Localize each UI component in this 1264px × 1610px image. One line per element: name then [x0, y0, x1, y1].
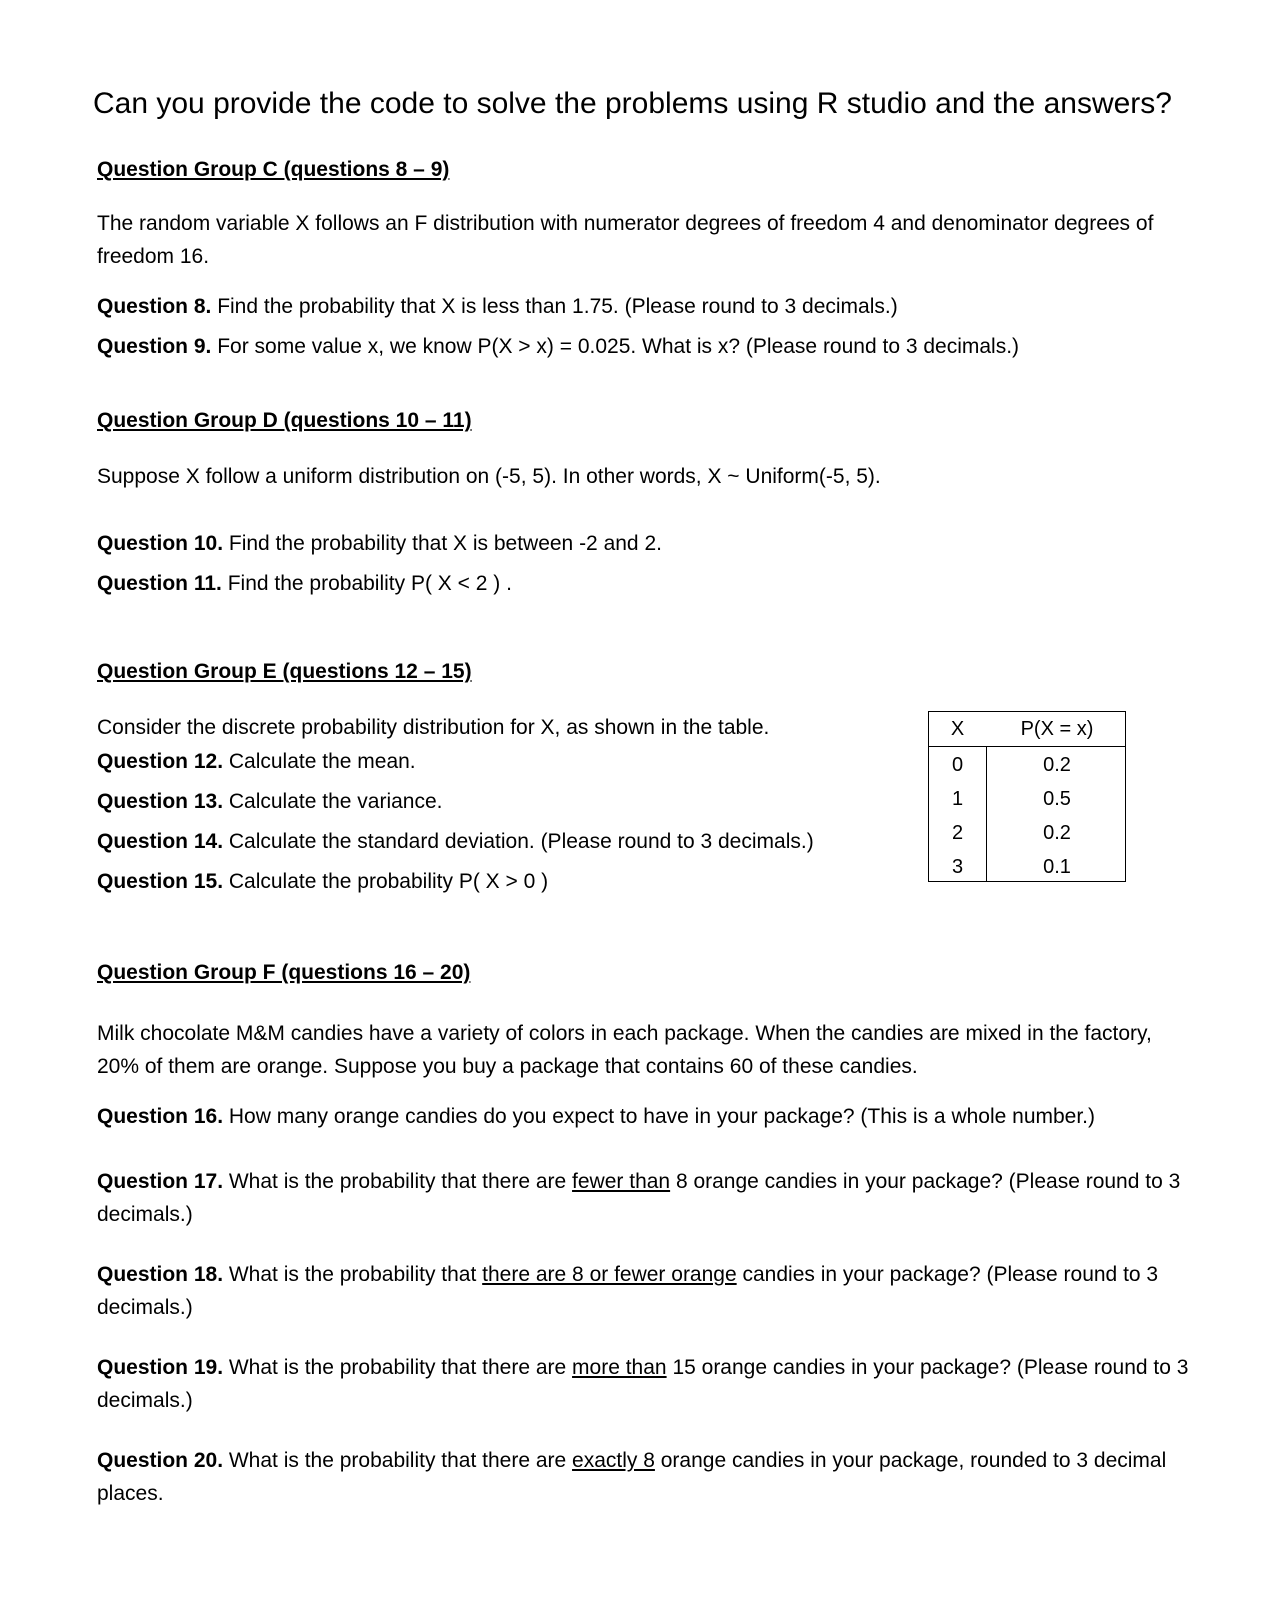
question-9-text: For some value x, we know P(X > x) = 0.025. What is x? (Please round to 3 decimals.) [211, 335, 1020, 358]
question-8 [97, 295, 898, 319]
question-14-label: Question 14. [97, 830, 224, 853]
question-20-text: What is the probability that there are [223, 1449, 573, 1472]
table-header-p: P(X = x) [1020, 718, 1094, 740]
question-20 [97, 1444, 1212, 1510]
group-e-intro: Consider the discrete probability distribution for X, as shown in the table. [97, 716, 770, 739]
question-11-text: Find the probability P( X < 2 ) . [221, 572, 512, 595]
table-header-divider [929, 746, 1125, 747]
group-d-intro: Suppose X follow a uniform distribution on (-5, 5). In other words, X ~ Uniform(-5, 5). [97, 465, 881, 488]
question-20-text-end: orange candies in your package, rounded to 3 decimal places. [97, 1449, 1167, 1505]
group-c-heading: Question Group C (questions 8 – 9) [97, 158, 450, 181]
question-8-label: Question 8. [97, 295, 212, 318]
question-19-emphasis: more than [572, 1356, 667, 1379]
group-e-heading: Question Group E (questions 12 – 15) [97, 660, 472, 683]
group-f-intro: Milk chocolate M&M candies have a variety of colors in each package. When the candies are mixed in the factory, 20% of them are orange. Suppose you buy a package that contains 60 of these candies. [97, 1022, 1152, 1078]
question-18-text: What is the probability that [223, 1263, 483, 1286]
question-17 [97, 1165, 1212, 1231]
question-20-emphasis: exactly 8 [572, 1449, 655, 1472]
question-13 [97, 790, 443, 814]
question-17-text-end: 8 orange candies in your package? (Please round to 3 decimals.) [97, 1170, 1181, 1226]
probability-table [928, 711, 1126, 882]
table-cell-x: 3 [951, 856, 964, 878]
question-13-label: Question 13. [97, 790, 224, 813]
question-19 [97, 1351, 1212, 1417]
question-16 [97, 1105, 1095, 1129]
question-18-text-end: candies in your package? (Please round to 3 decimals.) [97, 1263, 1159, 1319]
question-17-label: Question 17. [97, 1170, 224, 1193]
question-15 [97, 870, 548, 894]
group-d-heading: Question Group D (questions 10 – 11) [97, 409, 472, 432]
question-14 [97, 830, 814, 854]
question-19-text-end: 15 orange candies in your package? (Please round to 3 decimals.) [97, 1356, 1189, 1412]
table-cell-p: 0.2 [1043, 822, 1071, 844]
table-cell-x: 1 [951, 788, 964, 810]
question-11-label: Question 11. [97, 572, 222, 595]
question-19-text: What is the probability that there are [223, 1356, 573, 1379]
question-9 [97, 335, 1019, 359]
table-cell-p: 0.1 [1043, 856, 1071, 878]
question-17-emphasis: fewer than [572, 1170, 671, 1193]
group-f-heading: Question Group F (questions 16 – 20) [97, 961, 471, 984]
group-c-intro: The random variable X follows an F distribution with numerator degrees of freedom 4 and denominator degrees of freedom 16. [97, 212, 1154, 268]
question-15-text: Calculate the probability P( X > 0 ) [223, 870, 549, 893]
table-header-x: X [950, 718, 965, 740]
question-17-text: What is the probability that there are [223, 1170, 573, 1193]
table-cell-p: 0.5 [1043, 788, 1071, 810]
question-18 [97, 1258, 1212, 1324]
question-12-text: Calculate the mean. [223, 750, 416, 773]
question-8-text: Find the probability that X is less than 1.75. (Please round to 3 decimals.) [211, 295, 898, 318]
question-13-text: Calculate the variance. [223, 790, 443, 813]
question-15-label: Question 15. [97, 870, 224, 893]
table-cell-x: 0 [951, 754, 964, 776]
question-16-text: How many orange candies do you expect to have in your package? (This is a whole number.) [223, 1105, 1096, 1128]
question-20-label: Question 20. [97, 1449, 224, 1472]
question-11 [97, 572, 512, 596]
question-16-label: Question 16. [97, 1105, 224, 1128]
table-cell-p: 0.2 [1043, 754, 1071, 776]
question-12 [97, 750, 416, 774]
question-18-emphasis: there are 8 or fewer orange [482, 1263, 737, 1286]
question-18-label: Question 18. [97, 1263, 224, 1286]
question-9-label: Question 9. [97, 335, 212, 358]
question-10 [97, 532, 662, 556]
question-10-text: Find the probability that X is between -2 and 2. [223, 532, 662, 555]
question-10-label: Question 10. [97, 532, 224, 555]
page-title: Can you provide the code to solve the problems using R studio and the answers? [93, 87, 1172, 120]
question-14-text: Calculate the standard deviation. (Please round to 3 decimals.) [223, 830, 814, 853]
question-19-label: Question 19. [97, 1356, 224, 1379]
question-12-label: Question 12. [97, 750, 224, 773]
table-cell-x: 2 [951, 822, 964, 844]
